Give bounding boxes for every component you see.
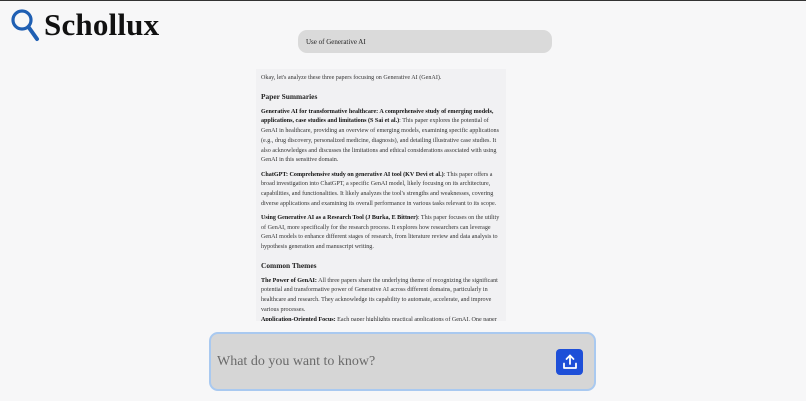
paper-title: ChatGPT: Comprehensive study on generative AI tool (KV Devi et al.) (261, 171, 444, 178)
answer-panel (256, 69, 506, 321)
paper-summary (261, 171, 501, 210)
paper-title: Using Generative AI as a Research Tool (J Burka, E Bittner) (261, 214, 418, 221)
paper-summary (261, 214, 501, 253)
theme-item (261, 277, 501, 316)
theme-title: Application-Oriented Focus: (261, 316, 336, 321)
search-box (209, 332, 596, 391)
paper-title: Generative AI for transformative healthcare: A comprehensive study of emerging models, applications, case studies and limitations (S Sai et al.) (261, 108, 494, 125)
paper-text: : This paper focuses on the utility of GenAI, more specifically for the research process. It explores how researchers can leverage GenAI models to enhance different stages of research, from literature review and data analysis to hypothesis generation and manuscript writing. (261, 214, 500, 251)
theme-text: Each paper highlights practical applications of GenAI. One paper (335, 316, 497, 321)
paper-summary (261, 108, 501, 166)
query-bubble (298, 30, 552, 53)
paper-text: : This paper offers a broad investigation into ChatGPT, a specific GenAI model, likely focusing on its architecture, capabilities, and functionalities. It likely analyzes the tool's strengths and weaknesses, covering diverse applications and examining its overall performance in various tasks relevant to its scope. (261, 171, 497, 207)
query-text: Use of Generative AI (306, 37, 366, 46)
section-title-summaries: Paper Summaries (261, 91, 318, 101)
theme-item (261, 316, 501, 321)
brand-name: Schollux (44, 7, 160, 42)
upload-icon (562, 354, 578, 370)
magnifier-icon (10, 8, 40, 42)
search-input[interactable] (217, 351, 537, 373)
logo[interactable] (10, 7, 159, 43)
theme-title: The Power of GenAI: (261, 277, 317, 284)
upload-button[interactable] (556, 349, 583, 375)
section-title-themes: Common Themes (261, 260, 317, 270)
theme-text: All three papers share the underlying theme of recognizing the significant potential and transformative power of Generative AI across different domains, particularly in healthcare and research. They acknowledge its capability to automate, accelerate, and improve various processes. (261, 277, 498, 313)
paper-text: : This paper explores the potential of GenAI in healthcare, providing an overview of emerging models, examining specific applications (e.g., drug discovery, personalized medicine, diagnosis), and detailing illustrative case studies. It also acknowledges and discusses the limitations and ethical considerations associated with using GenAI in this sensitive domain. (261, 118, 499, 164)
answer-intro: Okay, let's analyze these three papers focusing on Generative AI (GenAI). (261, 75, 442, 81)
